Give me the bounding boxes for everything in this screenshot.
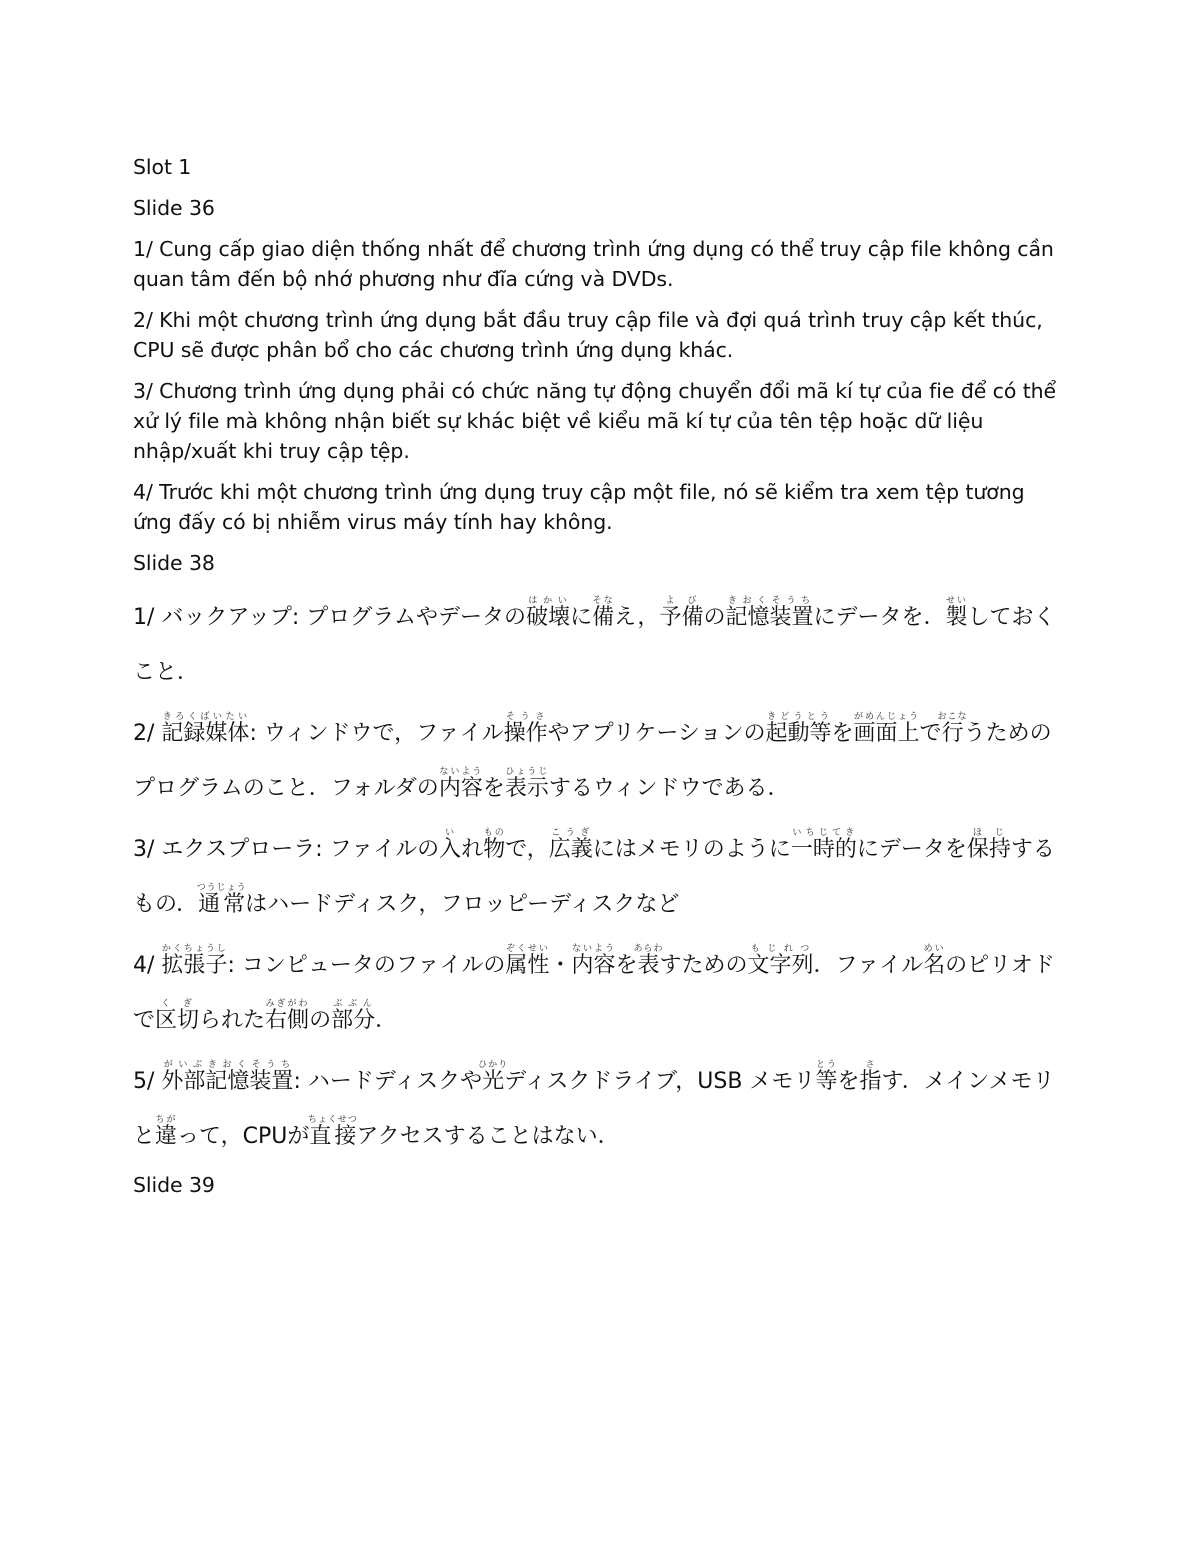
text-run: やアプリケーションの [547, 721, 766, 746]
text-run: ディスクドライブ，USB メモリ [504, 1069, 816, 1094]
slide-36-item-1: 1/ Cung cấp giao diện thống nhất để chương trình ứng dụng có thể truy cập file không cần quan tâm đến bộ nhớ phương như đĩa cứng và DVDs. [133, 237, 1054, 291]
slide-39-heading: Slide 39 [133, 1173, 215, 1197]
furigana-word: 表あらわ [633, 944, 664, 978]
furigana-word: 光ひかり [478, 1060, 509, 1094]
furigana-word: 入い [439, 828, 462, 862]
furigana-word: 物もの [483, 828, 506, 862]
text-run: を [615, 953, 638, 978]
furigana-word: 画面上がめんじょう [853, 712, 920, 746]
slide-36-item-4: 4/ Trước khi một chương trình ứng dụng truy cập một file, nó sẽ kiểm tra xem tệp tương ứng đấy có bị nhiễm virus máy tính hay không. [133, 480, 1025, 534]
furigana-word: 右側みぎがわ [265, 999, 310, 1033]
slide-38-list [133, 590, 1063, 1164]
furigana-word: 区切くぎ [155, 999, 200, 1033]
text-run: : コンピュータのファイルの [227, 953, 506, 978]
document-page [133, 152, 1063, 1211]
text-run: はハードディスク，フロッピーディスクなど [245, 892, 680, 917]
text-run: に [570, 605, 593, 630]
text-run: え， [614, 605, 660, 630]
furigana-word: 記憶装置きおくそうち [725, 596, 814, 630]
text-run: するもの． [133, 837, 1055, 917]
text-run: られた [199, 1008, 266, 1033]
furigana-word: 通常つうじょう [196, 883, 247, 917]
text-run: バックアップ: プログラムやデータの [154, 605, 527, 630]
text-run: れ [461, 837, 484, 862]
slide-38-item-2 [133, 706, 1063, 816]
text-run: を [482, 776, 505, 801]
item-number: 4/ [133, 953, 155, 978]
text-run: ・ [549, 953, 572, 978]
text-run: で [919, 721, 942, 746]
text-run: にはメモリのように [592, 837, 791, 862]
slide-38-item-1 [133, 590, 1063, 700]
furigana-word: 違ちが [155, 1115, 178, 1149]
furigana-word: 内容ないよう [571, 944, 616, 978]
furigana-word: 直接ちょくせつ [307, 1115, 358, 1149]
furigana-word: 予備よび [659, 596, 704, 630]
slide-36-item-2: 2/ Khi một chương trình ứng dụng bắt đầu truy cập file và đợi quá trình truy cập kết thúc, CPU sẽ được phân bổ cho các chương trình ứng dụng khác. [133, 308, 1043, 362]
text-run: にデータを [856, 837, 967, 862]
text-run: のピリオドで [133, 953, 1055, 1033]
text-run: うためのプログラムのこと．フォルダの [133, 721, 1052, 801]
furigana-word: 操作そうさ [503, 712, 548, 746]
furigana-word: 起動等きどうとう [765, 712, 832, 746]
furigana-word: 製せい [945, 596, 968, 630]
furigana-word: 記録媒体きろくばいたい [161, 712, 250, 746]
furigana-word: 名めい [923, 944, 946, 978]
slide-38-heading: Slide 38 [133, 551, 215, 575]
text-run: : ハードディスクや [293, 1069, 483, 1094]
text-run: の [703, 605, 726, 630]
text-run: : ウィンドウで，ファイル [249, 721, 504, 746]
text-run: ．ファイル [813, 953, 924, 978]
item-number: 3/ [133, 837, 155, 862]
text-run: アクセスすることはない． [356, 1124, 620, 1149]
text-run: の [309, 1008, 332, 1033]
furigana-word: 破壊はかい [526, 596, 571, 630]
slide-36-heading: Slide 36 [133, 196, 215, 220]
text-run: にデータを． [813, 605, 946, 630]
text-run: って，CPUが [177, 1124, 310, 1149]
text-run: す．メインメモリと [133, 1069, 1055, 1149]
text-run: しておくこと． [133, 605, 1056, 685]
furigana-word: 一時的いちじてき [790, 828, 857, 862]
furigana-word: 備そな [592, 596, 615, 630]
text-run: を [837, 1069, 860, 1094]
text-run: エクスプローラ: ファイルの [154, 837, 440, 862]
slide-38-item-4 [133, 938, 1063, 1048]
furigana-word: 拡張子かくちょうし [161, 944, 228, 978]
text-run: するウィンドウである． [548, 776, 790, 801]
furigana-word: 外部記憶装置がいぶきおくそうち [161, 1060, 294, 1094]
slide-36-item-3: 3/ Chương trình ứng dụng phải có chức năng tự động chuyển đổi mã kí tự của fie để có thể xử lý file mà không nhận biết sự khác biệt về kiểu mã kí tự của tên tệp hoặc dữ liệu nhập/xuất khi truy cập tệp. [133, 379, 1057, 463]
furigana-word: 文字列もじれつ [747, 944, 814, 978]
text-run: ． [375, 1008, 398, 1033]
furigana-word: 表示ひょうじ [504, 767, 549, 801]
item-number: 2/ [133, 721, 155, 746]
slot-heading: Slot 1 [133, 155, 192, 179]
text-run: を [831, 721, 854, 746]
item-number: 5/ [133, 1069, 155, 1094]
furigana-word: 指さ [859, 1060, 882, 1094]
furigana-word: 保持ほじ [966, 828, 1011, 862]
text-run: すための [659, 953, 748, 978]
furigana-word: 部分ぶぶん [331, 999, 376, 1033]
furigana-word: 属性ぞくせい [505, 944, 550, 978]
item-number: 1/ [133, 605, 155, 630]
slide-38-item-5 [133, 1054, 1063, 1164]
furigana-word: 広義こうぎ [548, 828, 593, 862]
slide-38-item-3 [133, 822, 1063, 932]
text-run: で， [505, 837, 549, 862]
furigana-word: 内容ないよう [438, 767, 483, 801]
furigana-word: 行おこな [937, 712, 968, 746]
furigana-word: 等とう [815, 1060, 838, 1094]
